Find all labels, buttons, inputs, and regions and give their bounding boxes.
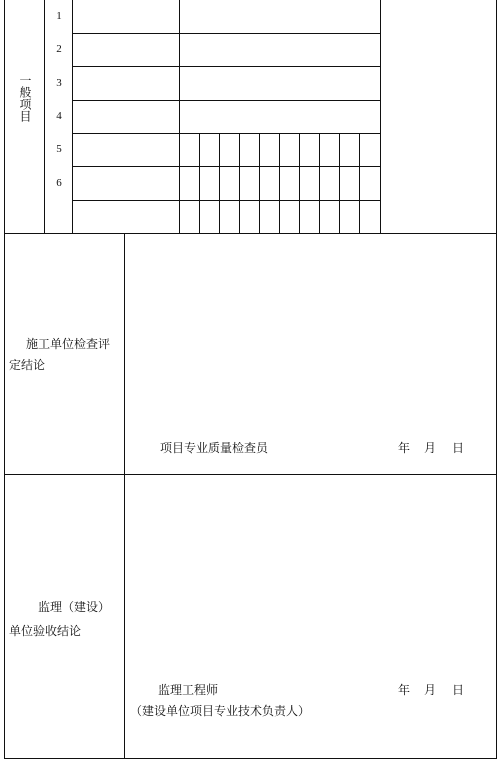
row-line bbox=[72, 100, 380, 101]
grid-col bbox=[199, 133, 200, 233]
row-line bbox=[72, 133, 380, 134]
row-number: 2 bbox=[56, 43, 62, 55]
supervision-label-line2: 单位验收结论 bbox=[9, 624, 82, 638]
general-items-label: 一般项目 bbox=[18, 74, 32, 122]
supervision-label-line1: 监理（建设） bbox=[38, 600, 111, 614]
row-line bbox=[72, 66, 380, 67]
grid-col bbox=[299, 133, 300, 233]
grid-col bbox=[319, 133, 320, 233]
section-divider bbox=[4, 233, 497, 234]
grid-col bbox=[259, 133, 260, 233]
row-line bbox=[72, 33, 380, 34]
supervising-engineer-label: 监理工程师 bbox=[158, 683, 219, 697]
acceptance-form bbox=[4, 0, 497, 759]
grid-col bbox=[339, 133, 340, 233]
owner-technical-lead-note: （建设单位项目专业技术负责人） bbox=[130, 704, 311, 718]
row-number: 3 bbox=[56, 77, 62, 89]
grid-col bbox=[219, 133, 220, 233]
grid-col bbox=[239, 133, 240, 233]
row-line bbox=[72, 200, 380, 201]
divider-conclusion-label bbox=[124, 233, 125, 759]
row-number: 1 bbox=[56, 10, 62, 22]
divider-item-col bbox=[179, 0, 180, 233]
date-day: 日 bbox=[452, 683, 465, 697]
quality-inspector-label: 项目专业质量检查员 bbox=[160, 441, 269, 455]
construction-label-line2: 定结论 bbox=[9, 358, 46, 372]
grid-col bbox=[359, 133, 360, 233]
row-line bbox=[72, 166, 380, 167]
date-day: 日 bbox=[452, 441, 465, 455]
date-year: 年 bbox=[398, 441, 411, 455]
row-number: 5 bbox=[56, 143, 62, 155]
grid-col bbox=[279, 133, 280, 233]
row-number: 6 bbox=[56, 177, 62, 189]
section-divider bbox=[4, 474, 497, 475]
date-year: 年 bbox=[398, 683, 411, 697]
divider-result-col bbox=[380, 0, 381, 233]
row-number: 4 bbox=[56, 110, 62, 122]
date-month: 月 bbox=[424, 683, 437, 697]
construction-label-line1: 施工单位检查评 bbox=[26, 337, 111, 351]
date-month: 月 bbox=[424, 441, 437, 455]
